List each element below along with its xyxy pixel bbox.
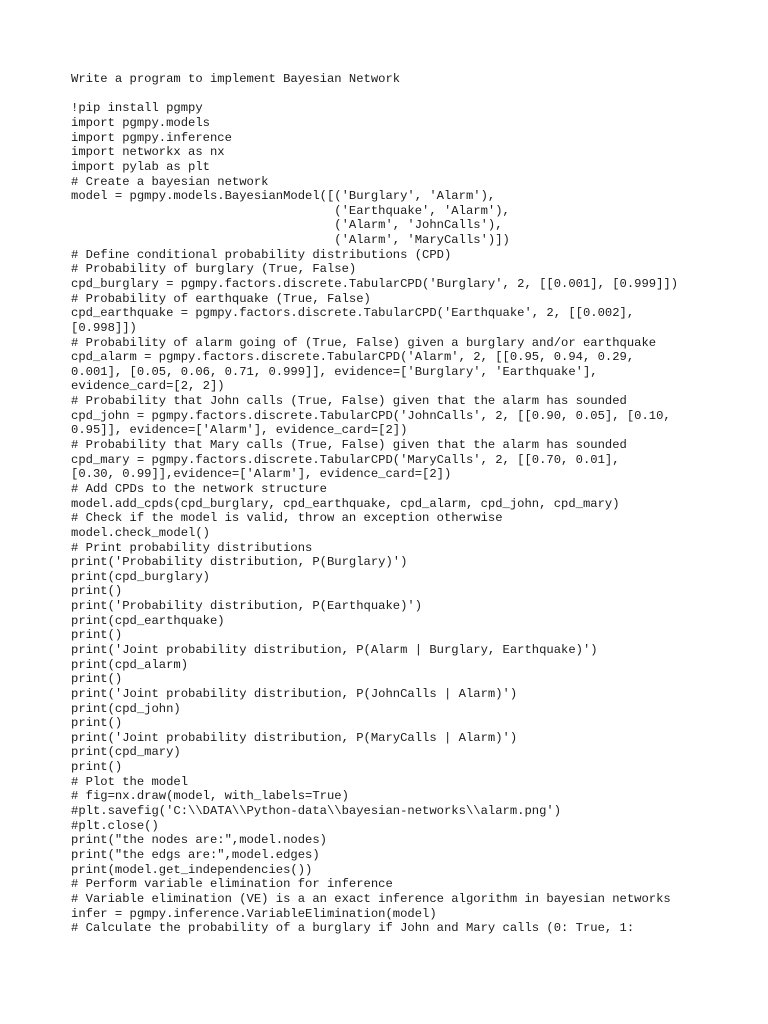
code-line: evidence_card=[2, 2]) bbox=[71, 379, 225, 394]
code-line: #plt.savefig('C:\\DATA\\Python-data\\bayesian-networks\\alarm.png') bbox=[71, 804, 562, 819]
code-line: print(model.get_independencies()) bbox=[71, 862, 313, 877]
code-line: infer = pgmpy.inference.VariableElimination(model) bbox=[71, 906, 437, 921]
code-line: print('Joint probability distribution, P(JohnCalls | Alarm)') bbox=[71, 686, 518, 701]
code-line: print('Probability distribution, P(Earthquake)') bbox=[71, 599, 423, 614]
code-line: cpd_mary = pgmpy.factors.discrete.TabularCPD('MaryCalls', 2, [[0.70, 0.01], bbox=[71, 452, 620, 467]
document-title: Write a program to implement Bayesian Network bbox=[71, 72, 401, 86]
code-line: # Probability of earthquake (True, False) bbox=[71, 291, 371, 306]
code-line: print(cpd_mary) bbox=[71, 745, 181, 760]
code-line: # Calculate the probability of a burglary if John and Mary calls (0: True, 1: bbox=[71, 921, 635, 936]
code-line: print('Joint probability distribution, P(MaryCalls | Alarm)') bbox=[71, 730, 518, 745]
code-line: # Add CPDs to the network structure bbox=[71, 481, 327, 496]
code-line: print() bbox=[71, 716, 123, 731]
document-page bbox=[71, 72, 761, 936]
code-line: # Plot the model bbox=[71, 774, 189, 789]
code-line: cpd_earthquake = pgmpy.factors.discrete.TabularCPD('Earthquake', 2, [[0.002], bbox=[71, 306, 635, 321]
code-line: model.check_model() bbox=[71, 525, 210, 540]
code-line: # Define conditional probability distributions (CPD) bbox=[71, 247, 452, 262]
code-line: # Create a bayesian network bbox=[71, 174, 269, 189]
code-line: print() bbox=[71, 628, 123, 643]
code-line: # Probability of burglary (True, False) bbox=[71, 262, 357, 277]
code-line: model.add_cpds(cpd_burglary, cpd_earthquake, cpd_alarm, cpd_john, cpd_mary) bbox=[71, 496, 620, 511]
code-line: import pylab as plt bbox=[71, 159, 210, 174]
code-line: model = pgmpy.models.BayesianModel([('Burglary', 'Alarm'), bbox=[71, 189, 496, 204]
code-line: print(cpd_earthquake) bbox=[71, 613, 225, 628]
code-line: [0.998]]) bbox=[71, 320, 137, 335]
code-line: import networkx as nx bbox=[71, 145, 225, 160]
code-line: # Perform variable elimination for inference bbox=[71, 877, 393, 892]
code-line: print(cpd_alarm) bbox=[71, 657, 189, 672]
code-block bbox=[71, 101, 761, 936]
code-line: # fig=nx.draw(model, with_labels=True) bbox=[71, 789, 349, 804]
code-line: # Probability that Mary calls (True, False) given that the alarm has sounded bbox=[71, 438, 627, 453]
code-line: ('Alarm', 'MaryCalls')]) bbox=[71, 233, 510, 248]
code-line: #plt.close() bbox=[71, 818, 159, 833]
code-line: 0.001], [0.05, 0.06, 0.71, 0.999]], evidence=['Burglary', 'Earthquake'], bbox=[71, 364, 598, 379]
code-line: import pgmpy.models bbox=[71, 115, 210, 130]
code-line: print('Joint probability distribution, P(Alarm | Burglary, Earthquake)') bbox=[71, 643, 598, 657]
code-line: print() bbox=[71, 760, 123, 775]
code-line: ('Alarm', 'JohnCalls'), bbox=[71, 218, 503, 233]
code-line: # Print probability distributions bbox=[71, 540, 313, 555]
code-line: 0.95]], evidence=['Alarm'], evidence_card=[2]) bbox=[71, 423, 408, 438]
code-line: ('Earthquake', 'Alarm'), bbox=[71, 203, 510, 218]
code-line: # Probability of alarm going of (True, False) given a burglary and/or earthquake bbox=[71, 335, 657, 350]
code-line: print(cpd_burglary) bbox=[71, 569, 210, 584]
code-line: print() bbox=[71, 672, 123, 687]
code-line: print("the edgs are:",model.edges) bbox=[71, 847, 320, 862]
code-line: # Variable elimination (VE) is a an exact inference algorithm in bayesian networks bbox=[71, 891, 671, 906]
code-line: cpd_alarm = pgmpy.factors.discrete.TabularCPD('Alarm', 2, [[0.95, 0.94, 0.29, bbox=[71, 350, 635, 365]
code-line: [0.30, 0.99]],evidence=['Alarm'], evidence_card=[2]) bbox=[71, 467, 452, 482]
code-line: print() bbox=[71, 584, 123, 599]
code-line: print('Probability distribution, P(Burglary)') bbox=[71, 555, 408, 570]
code-line: print(cpd_john) bbox=[71, 701, 181, 716]
code-line: print("the nodes are:",model.nodes) bbox=[71, 833, 327, 848]
code-line: !pip install pgmpy bbox=[71, 101, 203, 116]
code-line: # Probability that John calls (True, False) given that the alarm has sounded bbox=[71, 394, 627, 409]
code-line: import pgmpy.inference bbox=[71, 130, 232, 145]
code-line: cpd_john = pgmpy.factors.discrete.TabularCPD('JohnCalls', 2, [[0.90, 0.05], [0.10, bbox=[71, 408, 671, 423]
code-line: cpd_burglary = pgmpy.factors.discrete.TabularCPD('Burglary', 2, [[0.001], [0.999]]) bbox=[71, 276, 679, 291]
code-line: # Check if the model is valid, throw an exception otherwise bbox=[71, 511, 503, 526]
